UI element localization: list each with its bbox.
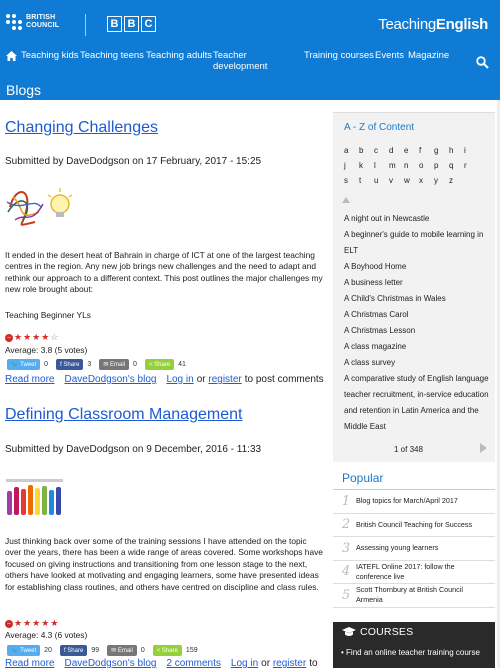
courses-box <box>333 622 495 668</box>
login-link[interactable]: Log in <box>166 374 194 385</box>
arrow-right-icon[interactable] <box>480 443 487 453</box>
az-letter-link[interactable]: o <box>419 161 424 170</box>
author-blog-link[interactable]: DaveDodgson's blog <box>64 658 157 668</box>
popular-item-text: Assessing young learners <box>356 543 439 553</box>
az-letter-link[interactable]: x <box>419 176 423 185</box>
nav-teaching-teens[interactable]: Teaching teens <box>80 50 144 61</box>
search-icon[interactable] <box>476 56 489 69</box>
az-list-item[interactable]: A Christmas Carol <box>344 310 409 319</box>
popular-item-text: IATEFL Online 2017: follow the conference live <box>356 561 455 581</box>
arrow-up-icon[interactable] <box>342 197 350 203</box>
post-comments-text: to <box>309 658 318 668</box>
british-council-text: BRITISH COUNCIL <box>26 14 60 29</box>
bbc-letter: B <box>107 16 122 32</box>
blog-list <box>0 100 332 668</box>
register-link[interactable]: register <box>272 658 307 668</box>
post-submitted: Submitted by DaveDodgson on 9 December, 2016 - 11:33 <box>5 444 262 455</box>
rating-stars[interactable] <box>5 333 58 342</box>
bbc-letter: B <box>124 16 139 32</box>
generic-share-button-label: Share <box>154 361 171 368</box>
az-letter-link[interactable]: a <box>344 146 349 155</box>
az-list-item[interactable]: A class survey <box>344 358 396 367</box>
generic-share-button-label: Share <box>161 647 178 654</box>
read-more-link[interactable]: Read more <box>5 374 55 385</box>
generic-share-button[interactable]: < Share <box>145 359 174 370</box>
facebook-share-button-label: Share <box>63 361 80 368</box>
rating-average: Average: 4.3 (6 votes) <box>5 630 88 640</box>
az-letter-link[interactable]: v <box>389 176 393 185</box>
tweet-button-label: Tweet <box>20 647 37 654</box>
login-link[interactable]: Log in <box>230 658 259 668</box>
bbc-logo[interactable] <box>107 16 156 32</box>
popular-item[interactable] <box>333 490 495 514</box>
az-letter-link[interactable]: e <box>404 146 409 155</box>
nav-magazine[interactable]: Magazine <box>408 50 450 61</box>
post-title-link[interactable]: Changing Challenges <box>5 119 158 136</box>
post-links <box>5 373 325 387</box>
az-letter-link[interactable]: s <box>344 176 348 185</box>
star-icon[interactable]: ★ <box>23 618 32 628</box>
az-letter-link[interactable]: y <box>434 176 438 185</box>
az-letter-link[interactable]: q <box>449 161 454 170</box>
popular-item-number: 1 <box>341 493 351 509</box>
cancel-rating-icon[interactable]: – <box>5 620 13 628</box>
page-title: Blogs <box>6 82 42 98</box>
post-excerpt: Just thinking back over some of the training sessions I have attended on the topic over the years, there has been a wide range of areas covered. Some workshops have focused on giving instructions and transitioning from one lesson stage to the next, others have looked at motivating and engaging learners, some have presented ideas for establishing class routines, and others have centred on discipline and class rules. <box>5 536 323 592</box>
popular-item[interactable] <box>333 537 495 561</box>
az-letter-link[interactable]: u <box>374 176 379 185</box>
tweet-button[interactable]: 🐦 Tweet <box>7 359 40 370</box>
star-empty-icon[interactable]: ☆ <box>50 332 59 342</box>
az-list-item[interactable]: A class magazine <box>344 342 407 351</box>
az-letter-link[interactable]: w <box>404 176 410 185</box>
az-list-item[interactable]: A business letter <box>344 278 403 287</box>
post-title-link[interactable]: Defining Classroom Management <box>5 406 243 423</box>
tweet-button-label: Tweet <box>20 361 37 368</box>
british-council-logo[interactable] <box>6 14 66 30</box>
az-pager: 1 of 348 <box>394 445 423 454</box>
generic-share-button[interactable]: < Share <box>153 645 182 656</box>
home-icon[interactable] <box>6 51 17 61</box>
az-letter-link[interactable]: d <box>389 146 394 155</box>
post-thumbnail-lightbulb[interactable] <box>5 182 75 232</box>
az-content-box <box>333 112 495 462</box>
az-list-item[interactable]: A Child's Christmas in Wales <box>344 294 446 303</box>
az-list-item[interactable]: A night out in Newcastle <box>344 214 430 223</box>
popular-item-text: Blog topics for March/April 2017 <box>356 496 458 506</box>
nav-training-courses[interactable]: Training courses <box>304 50 374 61</box>
tweet-button[interactable]: 🐦 Tweet <box>7 645 40 656</box>
rating-stars[interactable] <box>5 619 58 628</box>
popular-title: Popular <box>342 471 384 485</box>
popular-list <box>333 490 495 608</box>
star-icon[interactable]: ★ <box>32 618 41 628</box>
courses-title-text: COURSES <box>360 626 414 638</box>
main-nav <box>0 48 500 74</box>
popular-item[interactable] <box>333 584 495 608</box>
logo-divider <box>85 14 86 36</box>
comments-link[interactable]: 2 comments <box>166 658 221 668</box>
read-more-link[interactable]: Read more <box>5 658 55 668</box>
star-icon[interactable]: ★ <box>14 618 23 628</box>
facebook-share-button-label: Share <box>67 647 84 654</box>
generic-share-count: 41 <box>178 361 186 368</box>
az-list-item[interactable]: A comparative study of English language teacher recruitment, in-service education and retention in Latin America and the Middle East <box>344 374 489 431</box>
star-icon[interactable]: ★ <box>50 618 59 628</box>
post-excerpt: It ended in the desert heat of Bahrain in charge of ICT at one of the largest teaching centres in the region. Any new job brings new challenges and the need to adapt and rethink our approach to a different context. This post outlines the major challenges my new role brought about: <box>5 250 323 295</box>
bbc-letter: C <box>141 16 156 32</box>
az-letter-link[interactable]: h <box>449 146 454 155</box>
facebook-share-button[interactable]: f Share <box>60 645 87 656</box>
facebook-share-button[interactable]: f Share <box>56 359 83 370</box>
star-icon[interactable]: ★ <box>23 332 32 342</box>
popular-item-text: British Council Teaching for Success <box>356 519 473 529</box>
cancel-rating-icon[interactable]: – <box>5 334 13 342</box>
post-submitted: Submitted by DaveDodgson on 17 February, 2017 - 15:25 <box>5 156 262 167</box>
az-letter-link[interactable]: c <box>374 146 378 155</box>
az-letter-link[interactable]: b <box>359 146 364 155</box>
popular-item-text: Scott Thornbury at British Council Armenia <box>356 585 463 605</box>
popular-item[interactable] <box>333 514 495 538</box>
or-text: or <box>261 658 271 668</box>
courses-item-text: Find an online teacher training course <box>346 648 480 657</box>
post-links <box>5 657 325 668</box>
nav-teacher-development[interactable]: Teacher development <box>213 50 268 72</box>
az-letter-link[interactable]: g <box>434 146 439 155</box>
share-bar <box>7 645 206 656</box>
popular-box <box>333 462 495 622</box>
nav-teaching-kids[interactable]: Teaching kids <box>21 50 79 61</box>
courses-title[interactable] <box>342 626 413 638</box>
email-share-button[interactable]: ✉ Email <box>107 645 137 656</box>
teaching-english-logo[interactable] <box>378 16 488 33</box>
share-bar <box>7 359 194 370</box>
nav-teaching-adults[interactable]: Teaching adults <box>146 50 213 61</box>
az-letter-link[interactable]: m <box>389 161 396 170</box>
nav-events[interactable]: Events <box>375 50 405 61</box>
az-letter-link[interactable]: j <box>344 161 346 170</box>
facebook-share-count: 99 <box>91 647 100 654</box>
post-tags[interactable]: Teaching Beginner YLs <box>5 310 91 320</box>
az-letter-link[interactable]: z <box>449 176 453 185</box>
az-list-item[interactable]: A Boyhood Home <box>344 262 407 271</box>
az-list-item[interactable]: A beginner's guide to mobile learning in ELT <box>344 230 484 255</box>
popular-item-number: 3 <box>341 540 351 556</box>
rating-average: Average: 3.8 (5 votes) <box>5 345 88 355</box>
register-link[interactable]: register <box>208 374 242 385</box>
popular-item-number: 2 <box>341 517 351 533</box>
az-letter-link[interactable]: p <box>434 161 439 170</box>
site-header <box>0 0 500 100</box>
graduation-cap-icon <box>342 627 356 637</box>
teaching-english-logo-normal: Teaching <box>378 16 436 33</box>
az-letter-link[interactable]: k <box>359 161 363 170</box>
az-letter-link[interactable]: i <box>464 146 466 155</box>
author-blog-link[interactable]: DaveDodgson's blog <box>64 374 157 385</box>
az-letter-link[interactable]: f <box>419 146 422 155</box>
az-letter-link[interactable]: t <box>359 176 362 185</box>
email-share-count: 0 <box>133 361 137 368</box>
email-share-button-label: Email <box>117 647 133 654</box>
teaching-english-logo-bold: English <box>435 16 488 33</box>
az-title: A - Z of Content <box>344 122 415 133</box>
az-list <box>344 211 492 435</box>
generic-share-count: 159 <box>185 647 198 654</box>
email-share-count: 0 <box>140 647 145 654</box>
or-text: or <box>196 374 206 385</box>
star-icon[interactable]: ★ <box>32 332 41 342</box>
tweet-count: 20 <box>44 647 52 654</box>
facebook-share-count: 3 <box>87 361 92 368</box>
star-icon[interactable]: ★ <box>41 618 50 628</box>
az-letter-link[interactable]: n <box>404 161 409 170</box>
az-letter-link[interactable]: l <box>374 161 376 170</box>
tweet-count: 0 <box>44 361 49 368</box>
courses-list-item[interactable]: • Find an online teacher training course <box>341 648 480 657</box>
email-share-button-label: Email <box>110 361 126 368</box>
popular-item-number: 4 <box>341 564 351 580</box>
az-list-item[interactable]: A Christmas Lesson <box>344 326 416 335</box>
post-thumbnail-test-tubes[interactable] <box>5 473 65 519</box>
star-icon[interactable]: ★ <box>41 332 50 342</box>
az-letters <box>344 145 494 187</box>
post-comments-text: to post comments <box>244 374 324 385</box>
popular-item[interactable] <box>333 561 495 585</box>
popular-item-number: 5 <box>341 587 351 603</box>
az-letter-link[interactable]: r <box>464 161 467 170</box>
british-council-dots-icon <box>6 14 22 30</box>
email-share-button[interactable]: ✉ Email <box>99 359 129 370</box>
star-icon[interactable]: ★ <box>14 332 23 342</box>
